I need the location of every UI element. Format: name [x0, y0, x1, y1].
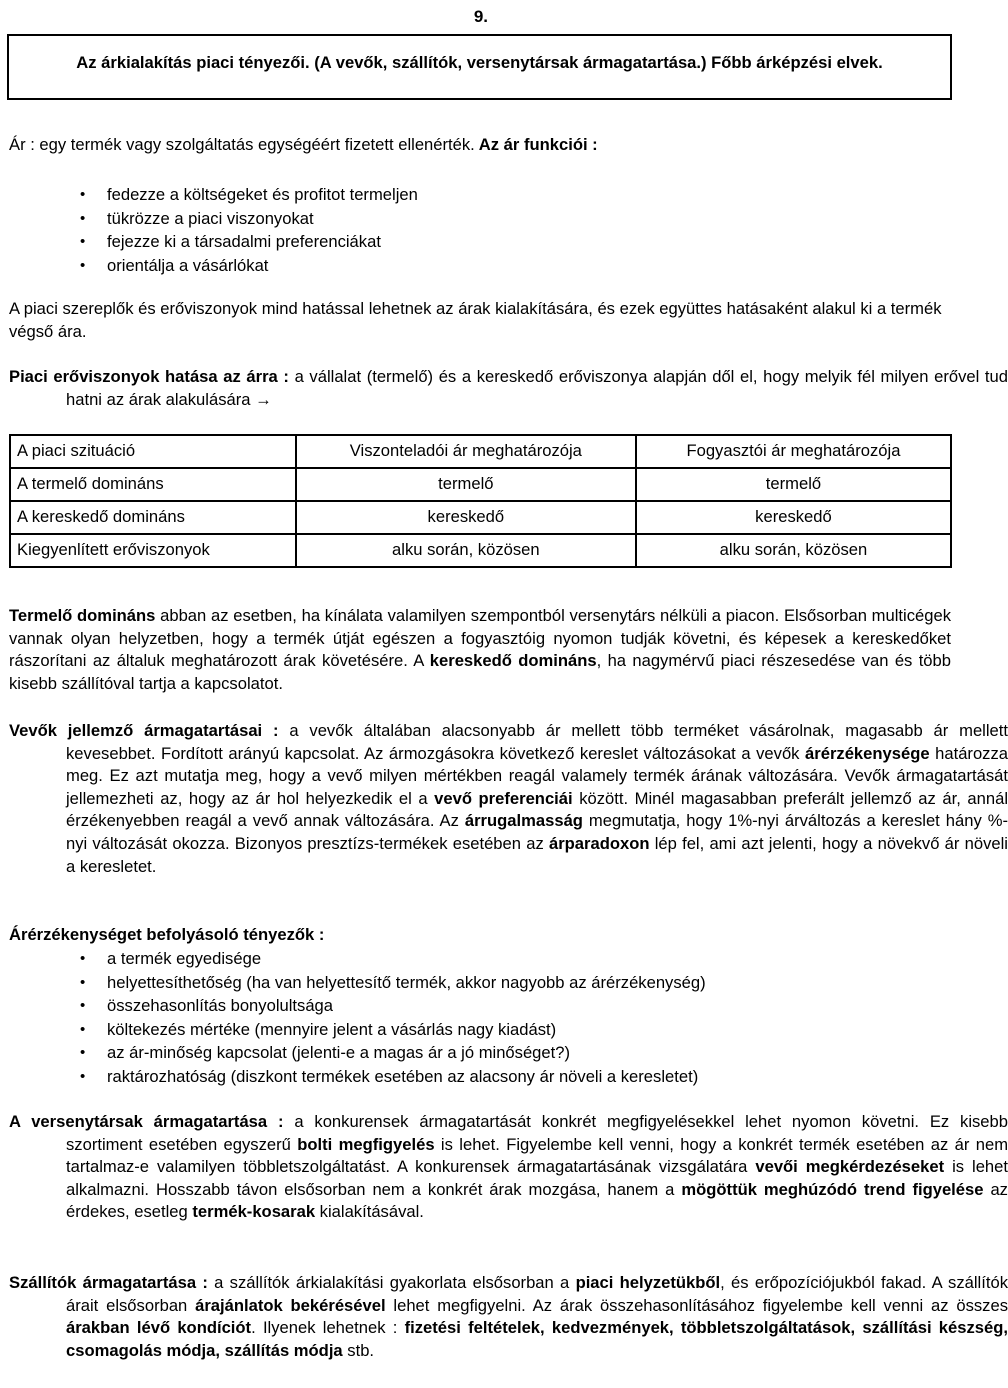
- table-row: [10, 534, 951, 567]
- arrow-right-icon: →: [255, 389, 272, 409]
- table-cell: A termelő domináns: [10, 468, 296, 501]
- table-header-cell: A piaci szituáció: [10, 435, 296, 468]
- force-effect-heading: Piaci erőviszonyok hatása az árra :: [9, 367, 289, 386]
- market-situation-table: [9, 434, 952, 568]
- sensitivity-heading: Árérzékenységet befolyásoló tényezők :: [9, 925, 325, 944]
- list-item: • a termék egyedisége: [9, 947, 706, 971]
- table-cell: kereskedő: [296, 501, 636, 534]
- table-header-cell: Viszonteladói ár meghatározója: [296, 435, 636, 468]
- dominance-paragraph: Termelő domináns abban az esetben, ha kínálata valamilyen szempontból versenytárs nélküli a piacon. Elsősorban multicégek vannak olyan helyzetben, hogy a termék útját egészen a fogyasztóig nyomon tudják követni, és képesek a kereskedőket rászorítani az általuk meghatározott árak követésére. A kereskedő domináns, ha nagymérvű piaci részesedése van és több kisebb szállítóval tartja a kapcsolatot.: [9, 606, 951, 693]
- list-item: • fejezze ki a társadalmi preferenciákat: [9, 230, 418, 254]
- page-title: Az árkialakítás piaci tényezői. (A vevők, szállítók, versenytársak ármagatartása.) Főbb árképzési elvek.: [76, 53, 883, 72]
- competitors-paragraph: A versenytársak ármagatartása : a konkurensek ármagatartását konkrét megfigyelésekkel lehet nyomon követni. Ez kisebb szortiment esetében egyszerű bolti megfigyelés is lehet. Figyelembe kell venni, hogy a konkrét termék esetében az ár nem tartalmaz-e valamilyen többletszolgáltatást. A konkurensek ármagatartásának vizsgálatára vevői megkérdezéseket is lehet alkalmazni. Hosszabb távon elsősorban nem a konkrét árak mozgása, hanem a mögöttük meghúzódó trend figyelése az érdekes, esetleg termék-kosarak kialakításával.: [9, 1112, 1008, 1222]
- sensitivity-list: [9, 947, 706, 1088]
- table-cell: termelő: [296, 468, 636, 501]
- list-item: • fedezze a költségeket és profitot termeljen: [9, 183, 418, 207]
- list-item: • raktározhatóság (diszkont termékek esetében az alacsony ár növeli a keresletet): [9, 1065, 706, 1089]
- table-cell: termelő: [636, 468, 951, 501]
- table-cell: alku során, közösen: [296, 534, 636, 567]
- table-header-cell: Fogyasztói ár meghatározója: [636, 435, 951, 468]
- suppliers-heading: Szállítók ármagatartása :: [9, 1273, 208, 1292]
- players-paragraph: A piaci szereplők és erőviszonyok mind hatással lehetnek az árak kialakítására, és ezek együttes hatásaként alakul ki a termék végső ára.: [9, 299, 942, 341]
- list-item: • az ár-minőség kapcsolat (jelenti-e a magas ár a jó minőséget?): [9, 1041, 706, 1065]
- buyers-heading: Vevők jellemző ármagatartásai :: [9, 721, 279, 740]
- competitors-heading: A versenytársak ármagatartása :: [9, 1112, 284, 1131]
- page-number: 9.: [473, 7, 488, 26]
- definition-text: Ár : egy termék vagy szolgáltatás egységéért fizetett ellenérték.: [9, 135, 475, 154]
- force-effect-paragraph: Piaci erőviszonyok hatása az árra : a vállalat (termelő) és a kereskedő erőviszonya alapján dől el, hogy melyik fél milyen erővel tud hatni az árak alakulására →: [9, 367, 1008, 409]
- title-box: [7, 34, 952, 100]
- price-functions-list: [9, 183, 418, 277]
- buyers-paragraph: Vevők jellemző ármagatartásai : a vevők általában alacsonyabb ár mellett több terméket vásárolnak, magasabb ár mellett kevesebbet. Fordított arányú kapcsolat. Az ármozgásokra következő kereslet változásokat a vevők árérzékenysége határozza meg. Ez azt mutatja meg, hogy a vevő milyen mértékben reagál valamely termék árának változására. Vevők ármagatartását jellemezheti az, hogy az ár hol helyezkedik el a vevő preferenciái között. Minél magasabban preferált jellemző az ár, annál érzékenyebben reagál a vevő annak változására. Az árrugalmasság megmutatja, hogy 1%-nyi árváltozás a kereslet hány %-nyi változását okozza. Bizonyos presztízs-termékek esetében az árparadoxon lép fel, ami azt jelenti, hogy a növekvő ár növeli a keresletet.: [9, 721, 1008, 876]
- list-item: • tükrözze a piaci viszonyokat: [9, 207, 418, 231]
- table-cell: Kiegyenlített erőviszonyok: [10, 534, 296, 567]
- table-cell: A kereskedő domináns: [10, 501, 296, 534]
- list-item: • költekezés mértéke (mennyire jelent a vásárlás nagy kiadást): [9, 1018, 706, 1042]
- table-cell: kereskedő: [636, 501, 951, 534]
- table-cell: alku során, közösen: [636, 534, 951, 567]
- suppliers-paragraph: Szállítók ármagatartása : a szállítók árkialakítási gyakorlata elsősorban a piaci helyzetükből, és erőpozíciójukból fakad. A szállítók árait elsősorban árajánlatok bekérésével lehet megfigyelni. Az árak összehasonlításához figyelembe kell venni az összes árakban lévő kondíciót. Ilyenek lehetnek : fizetési feltételek, kedvezmények, többletszolgáltatások, szállítási készség, csomagolás módja, szállítás módja stb.: [9, 1273, 1008, 1360]
- price-definition: [9, 134, 951, 157]
- table-header-row: [10, 435, 951, 468]
- list-item: • összehasonlítás bonyolultsága: [9, 994, 706, 1018]
- list-item: • orientálja a vásárlókat: [9, 254, 418, 278]
- table-row: [10, 501, 951, 534]
- list-item: • helyettesíthetőség (ha van helyettesítő termék, akkor nagyobb az árérzékenység): [9, 971, 706, 995]
- functions-heading: Az ár funkciói :: [474, 135, 598, 154]
- table-row: [10, 468, 951, 501]
